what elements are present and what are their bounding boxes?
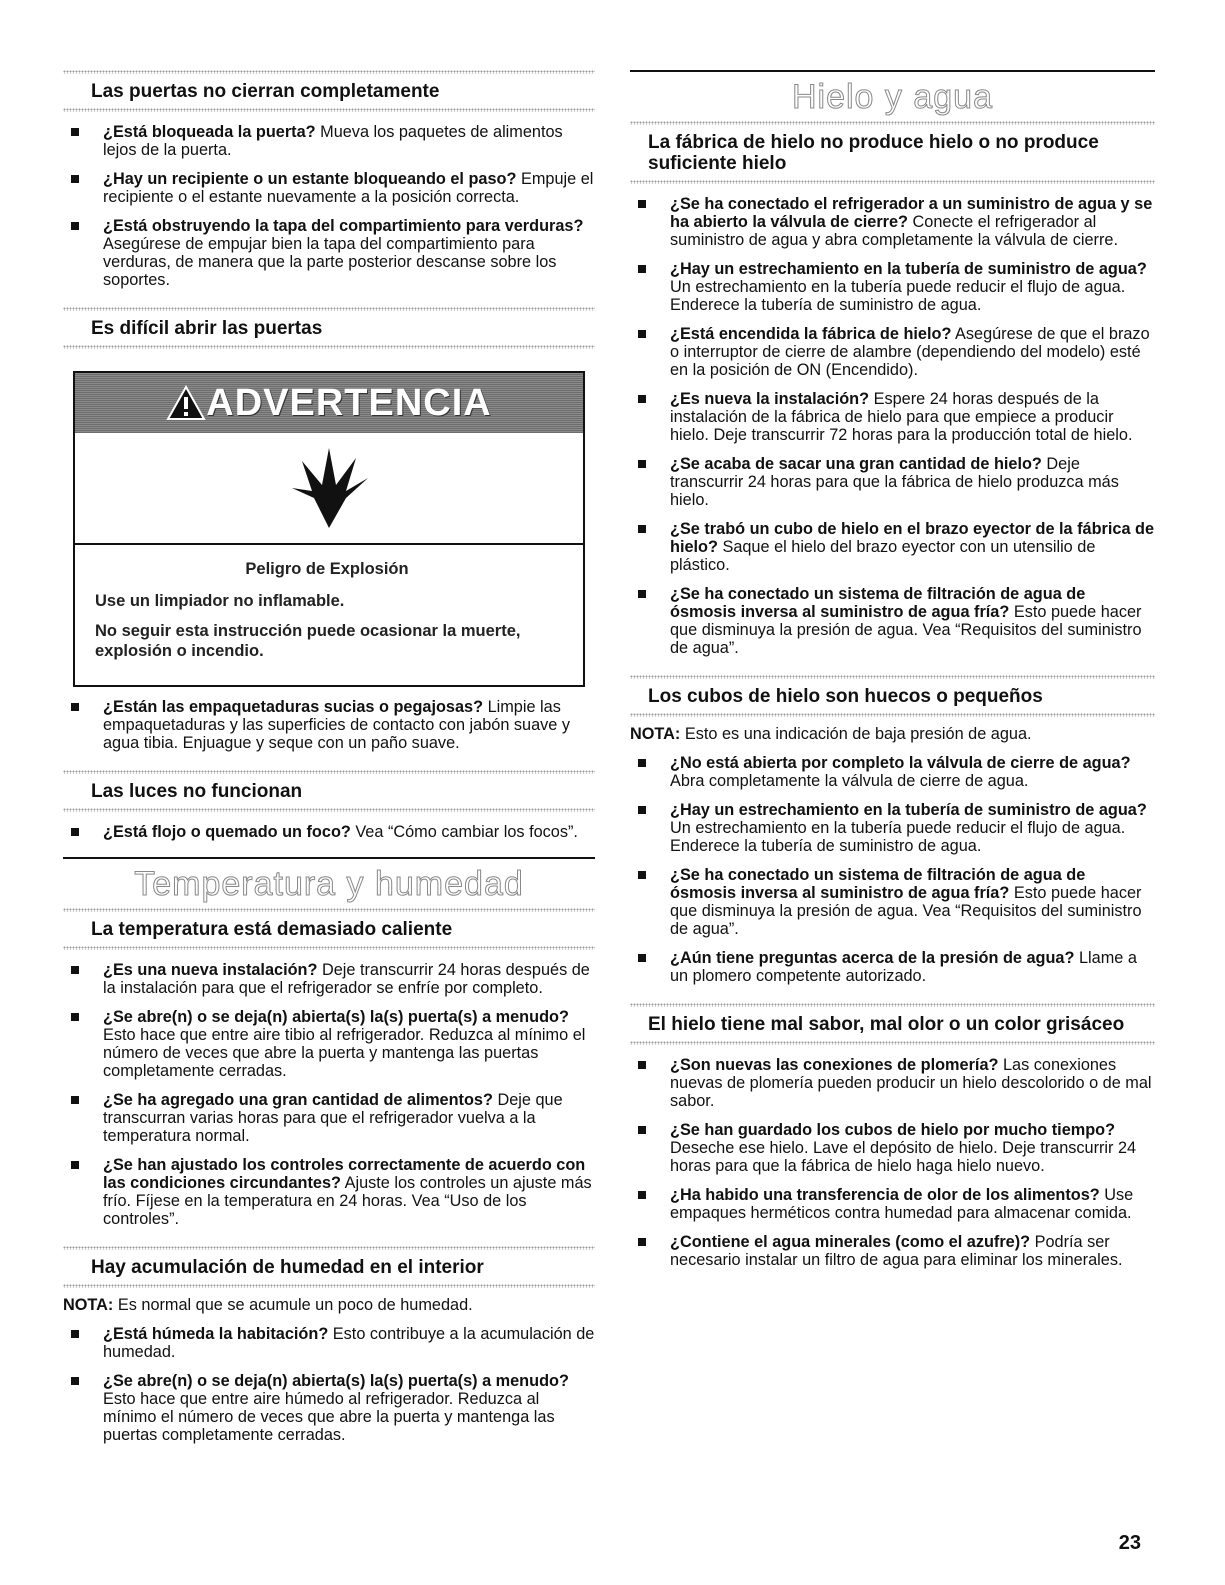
question: ¿Ha habido una transferencia de olor de los alimentos? (670, 1186, 1100, 1204)
list-item (63, 1008, 595, 1080)
list-item (630, 1121, 1155, 1175)
list-item (630, 801, 1155, 855)
note (630, 725, 1155, 743)
list-item (63, 1156, 595, 1228)
question: ¿Aún tiene preguntas acerca de la presión de agua? (670, 949, 1075, 967)
section-title: Temperatura y humedad (134, 865, 524, 903)
question: ¿Se acaba de sacar una gran cantidad de hielo? (670, 455, 1042, 473)
right-column (630, 70, 1155, 1269)
bullet-icon (638, 1238, 646, 1246)
bullet-icon (638, 330, 646, 338)
explosion-icon (284, 443, 374, 533)
question: ¿Está húmeda la habitación? (103, 1325, 329, 1343)
warning-text (75, 545, 583, 685)
subheading: Las puertas no cierran completamente (91, 81, 440, 102)
dotted-divider (63, 808, 595, 812)
dotted-divider (63, 307, 595, 311)
page-number: 23 (1118, 1532, 1141, 1554)
dotted-divider (63, 70, 595, 74)
bullet-icon (638, 1061, 646, 1069)
answer: Ajuste los controles un ajuste más frío. Fíjese en la temperatura en 24 horas. Vea “Uso de los controles”. (103, 1174, 592, 1228)
note-label: NOTA: (630, 725, 681, 743)
dotted-divider (630, 1003, 1155, 1007)
subheading: Los cubos de hielo son huecos o pequeños (648, 686, 1043, 707)
question: ¿No está abierta por completo la válvula de cierre de agua? (670, 754, 1131, 772)
question: ¿Está bloqueada la puerta? (103, 123, 316, 141)
bullet-icon (638, 1191, 646, 1199)
dotted-divider (630, 1041, 1155, 1045)
list-item (63, 217, 595, 289)
list-item (630, 260, 1155, 314)
list-item (630, 585, 1155, 657)
question: ¿Se han guardado los cubos de hielo por mucho tiempo? (670, 1121, 1116, 1139)
item-list (63, 698, 595, 752)
list-item (630, 1056, 1155, 1110)
question: ¿Se ha conectado el refrigerador a un suministro de agua y se ha abierto la válvula de cierre? (670, 195, 1153, 231)
answer: Esto hace que entre aire húmedo al refrigerador. Reduzca al mínimo el número de veces que abre la puerta y mantenga las puertas completamente cerradas. (103, 1390, 555, 1444)
note-text: Esto es una indicación de baja presión de agua. (680, 725, 1032, 743)
answer: Abra completamente la válvula de cierre de agua. (670, 772, 1029, 790)
question: ¿Está flojo o quemado un foco? (103, 823, 351, 841)
item-list (630, 195, 1155, 657)
subheading: Es difícil abrir las puertas (91, 318, 323, 339)
list-item (630, 949, 1155, 985)
bullet-icon (71, 1161, 79, 1169)
answer: Limpie las empaquetaduras y las superficies de contacto con jabón suave y agua tibia. Enjuague y seque con un paño suave. (103, 698, 571, 752)
bullet-icon (638, 265, 646, 273)
note-text: Es normal que se acumule un poco de humedad. (113, 1296, 473, 1314)
list-item (63, 698, 595, 752)
question: ¿Se trabó un cubo de hielo en el brazo eyector de la fábrica de hielo? (670, 520, 1155, 556)
answer: Deje transcurrir 24 horas para que la fábrica de hielo produzca más hielo. (670, 455, 1119, 509)
answer: Asegúrese de empujar bien la tapa del compartimiento para verduras, de manera que la parte posterior descanse sobre los soportes. (103, 235, 557, 289)
question: ¿Está obstruyendo la tapa del compartimiento para verduras? (103, 217, 584, 235)
list-item (63, 961, 595, 997)
item-list (630, 1056, 1155, 1269)
question: ¿Se abre(n) o se deja(n) abierta(s) la(s) puerta(s) a menudo? (103, 1372, 569, 1390)
question: ¿Hay un recipiente o un estante bloqueando el paso? (103, 170, 517, 188)
list-item (630, 390, 1155, 444)
answer: Asegúrese de que el brazo o interruptor de cierre de alambre (dependiendo del modelo) esté en la posición de ON (Encendido). (670, 325, 1150, 379)
dotted-divider (630, 121, 1155, 125)
bullet-icon (71, 703, 79, 711)
bullet-icon (638, 590, 646, 598)
subheading: El hielo tiene mal sabor, mal olor o un color grisáceo (648, 1014, 1125, 1035)
answer: Esto hace que entre aire tibio al refrigerador. Reduzca al mínimo el número de veces que abre la puerta y mantenga las puertas completamente cerradas. (103, 1026, 586, 1080)
list-item (630, 455, 1155, 509)
item-list (63, 823, 595, 841)
warning-triangle-icon (166, 385, 206, 421)
bullet-icon (638, 1126, 646, 1134)
list-item (63, 1372, 595, 1444)
dotted-divider (63, 908, 595, 912)
item-list (630, 754, 1155, 985)
list-item (630, 520, 1155, 574)
answer: Use empaques herméticos contra humedad para almacenar comida. (670, 1186, 1134, 1222)
bullet-icon (638, 871, 646, 879)
dotted-divider (63, 108, 595, 112)
question: ¿Está encendida la fábrica de hielo? (670, 325, 952, 343)
question: ¿Hay un estrechamiento en la tubería de suministro de agua? (670, 801, 1147, 819)
dotted-divider (63, 946, 595, 950)
question: ¿Están las empaquetaduras sucias o pegajosas? (103, 698, 484, 716)
warning-box (73, 371, 585, 687)
warning-line: Use un limpiador no inflamable. (95, 592, 345, 610)
list-item (630, 325, 1155, 379)
item-list (63, 1325, 595, 1444)
section-rule (63, 857, 595, 859)
question: ¿Se abre(n) o se deja(n) abierta(s) la(s) puerta(s) a menudo? (103, 1008, 569, 1026)
bullet-icon (71, 128, 79, 136)
bullet-icon (71, 1330, 79, 1338)
answer: Vea “Cómo cambiar los focos”. (350, 823, 578, 841)
subheading: La fábrica de hielo no produce hielo o no produce suficiente hielo (648, 132, 1099, 174)
bullet-icon (71, 828, 79, 836)
list-item (63, 170, 595, 206)
bullet-icon (71, 1377, 79, 1385)
dotted-divider (63, 1284, 595, 1288)
answer: Podría ser necesario instalar un filtro de agua para eliminar los minerales. (670, 1233, 1123, 1269)
section-title: Hielo y agua (791, 78, 993, 116)
answer: Deje transcurrir 24 horas después de la instalación para que el refrigerador se enfríe por completo. (103, 961, 590, 997)
list-item (630, 1186, 1155, 1222)
dotted-divider (630, 180, 1155, 184)
warning-banner (75, 373, 583, 433)
dotted-divider (63, 345, 595, 349)
bullet-icon (638, 806, 646, 814)
bullet-icon (638, 954, 646, 962)
item-list (63, 123, 595, 289)
question: ¿Se ha conectado un sistema de filtración de agua de ósmosis inversa al suministro de agua fría? (670, 866, 1086, 902)
bullet-icon (638, 525, 646, 533)
answer: Esto puede hacer que disminuya la presión de agua. Vea “Requisitos del suministro de agua”. (670, 884, 1142, 938)
left-column (63, 70, 595, 1444)
bullet-icon (71, 1096, 79, 1104)
list-item (630, 1233, 1155, 1269)
list-item (63, 1091, 595, 1145)
answer: Deje que transcurran varias horas para que el refrigerador vuelva a la temperatura normal. (103, 1091, 563, 1145)
answer: Esto contribuye a la acumulación de humedad. (103, 1325, 595, 1361)
note (63, 1296, 595, 1314)
question: ¿Hay un estrechamiento en la tubería de suministro de agua? (670, 260, 1147, 278)
answer: Mueva los paquetes de alimentos lejos de la puerta. (103, 123, 563, 159)
bullet-icon (638, 200, 646, 208)
list-item (630, 754, 1155, 790)
bullet-icon (638, 395, 646, 403)
list-item (630, 866, 1155, 938)
list-item (63, 823, 595, 841)
dotted-divider (63, 1246, 595, 1250)
question: ¿Contiene el agua minerales (como el azufre)? (670, 1233, 1031, 1251)
question: ¿Se ha agregado una gran cantidad de alimentos? (103, 1091, 493, 1109)
dotted-divider (630, 675, 1155, 679)
question: ¿Se ha conectado un sistema de filtración de agua de ósmosis inversa al suministro de agua fría? (670, 585, 1086, 621)
hazard-label: Peligro de Explosión (245, 560, 409, 578)
answer: Saque el hielo del brazo eyector con un utensilio de plástico. (670, 538, 1096, 574)
answer: Conecte el refrigerador al suministro de agua y abra completamente la válvula de cierre. (670, 213, 1118, 249)
section-rule (630, 70, 1155, 72)
subheading: La temperatura está demasiado caliente (91, 919, 453, 940)
answer: Espere 24 horas después de la instalación de la fábrica de hielo para que empiece a producir hielo. Deje transcurrir 72 horas para la producción total de hielo. (670, 390, 1133, 444)
warning-title: ADVERTENCIA (206, 381, 492, 424)
answer: Esto puede hacer que disminuya la presión de agua. Vea “Requisitos del suministro de agua”. (670, 603, 1142, 657)
subheading: Las luces no funcionan (91, 781, 303, 802)
list-item (63, 123, 595, 159)
answer: Llame a un plomero competente autorizado. (670, 949, 1137, 985)
bullet-icon (71, 175, 79, 183)
subheading: Hay acumulación de humedad en el interior (91, 1257, 484, 1278)
bullet-icon (71, 222, 79, 230)
question: ¿Son nuevas las conexiones de plomería? (670, 1056, 999, 1074)
question: ¿Se han ajustado los controles correctamente de acuerdo con las condiciones circundantes? (103, 1156, 586, 1192)
answer: Empuje el recipiente o el estante nuevamente a la posición correcta. (103, 170, 594, 206)
question: ¿Es nueva la instalación? (670, 390, 870, 408)
bullet-icon (71, 1013, 79, 1021)
answer: Deseche ese hielo. Lave el depósito de hielo. Deje transcurrir 24 horas para que la fábrica de hielo haga hielo nuevo. (670, 1139, 1137, 1175)
dotted-divider (630, 713, 1155, 717)
bullet-icon (71, 966, 79, 974)
answer: Las conexiones nuevas de plomería pueden producir un hielo descolorido o de mal sabor. (670, 1056, 1152, 1110)
bullet-icon (638, 759, 646, 767)
dotted-divider (63, 770, 595, 774)
question: ¿Es una nueva instalación? (103, 961, 318, 979)
warning-symbol-area (75, 433, 583, 545)
list-item (630, 195, 1155, 249)
answer: Un estrechamiento en la tubería puede reducir el flujo de agua. Enderece la tubería de suministro de agua. (670, 819, 1126, 855)
answer: Un estrechamiento en la tubería puede reducir el flujo de agua. Enderece la tubería de suministro de agua. (670, 278, 1126, 314)
list-item (63, 1325, 595, 1361)
warning-line: No seguir esta instrucción puede ocasionar la muerte, explosión o incendio. (95, 622, 521, 660)
note-label: NOTA: (63, 1296, 114, 1314)
bullet-icon (638, 460, 646, 468)
item-list (63, 961, 595, 1228)
